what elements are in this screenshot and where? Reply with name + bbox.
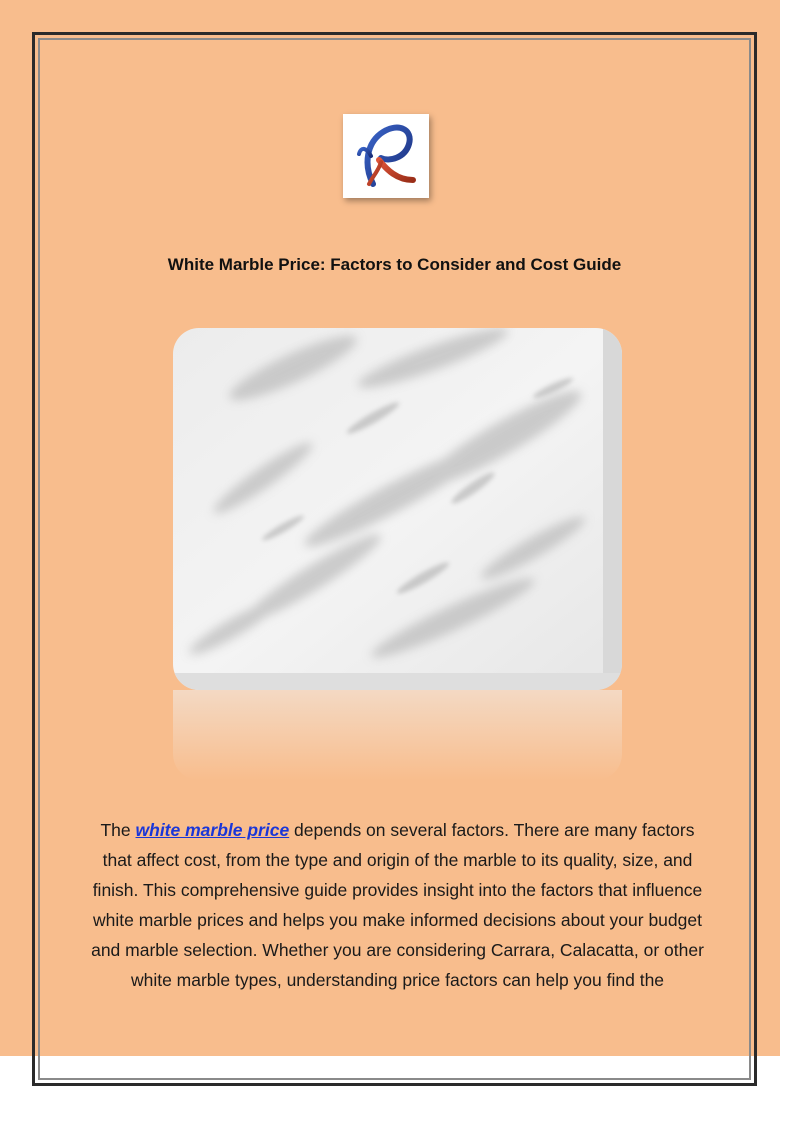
intro-prefix: The [100,820,131,840]
intro-paragraph [90,815,705,995]
image-reflection [173,690,622,780]
page-bottom-strip [40,1056,749,1078]
brand-logo-icon [343,114,429,198]
page-title: White Marble Price: Factors to Consider and Cost Guide [167,255,622,274]
white-marble-price-link[interactable]: white marble price [135,820,290,840]
white-marble-slab-image [173,328,622,690]
intro-text: depends on several factors. There are many factors that affect cost, from the type and origin of the marble to its quality, size, and finish. This comprehensive guide provides insight into the factors that influence white marble prices and helps you make informed decisions about your budget and marble selection. Whether you are considering Carrara, Calacatta, or other white marble types, understanding price factors can help you find the [91,820,704,990]
brand-logo [343,114,429,198]
